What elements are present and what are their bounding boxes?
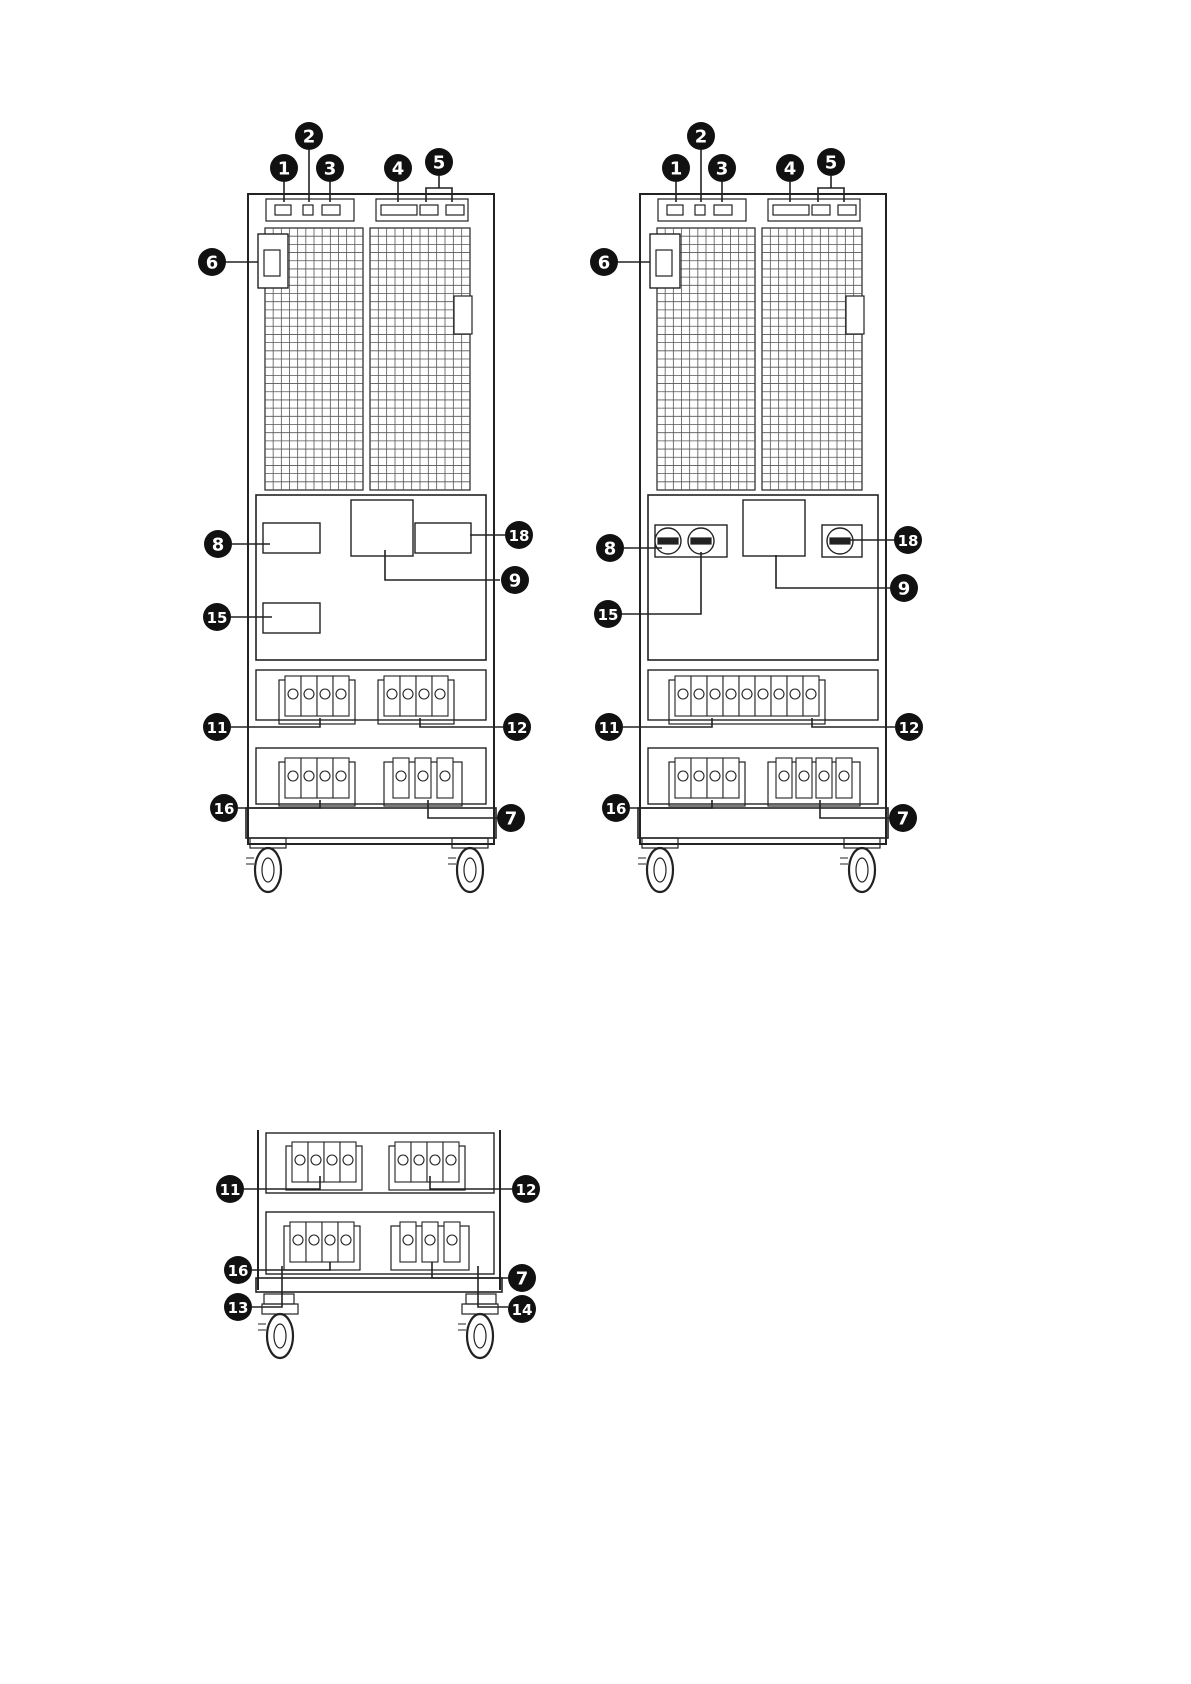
terminal-post xyxy=(723,758,739,798)
switch-handle xyxy=(830,538,850,544)
terminal-block-16 xyxy=(284,1222,360,1270)
terminal-post xyxy=(755,676,771,716)
ventilation-grille xyxy=(762,228,862,490)
callout-number: 3 xyxy=(323,158,337,180)
ground-lug-13 xyxy=(264,1294,294,1304)
terminal-post xyxy=(411,1142,427,1182)
terminal-post xyxy=(816,758,832,798)
callout-15 xyxy=(594,600,622,628)
callout-number: 2 xyxy=(302,126,316,148)
terminal-post xyxy=(675,758,691,798)
switch-15 xyxy=(688,528,714,554)
terminal-post xyxy=(415,758,431,798)
caster-wheel xyxy=(246,838,286,892)
caster-wheel xyxy=(448,838,488,892)
terminal-post xyxy=(739,676,755,716)
terminal-post xyxy=(395,1142,411,1182)
terminal-post xyxy=(787,676,803,716)
port-3 xyxy=(322,205,340,215)
terminal-post xyxy=(437,758,453,798)
slot-6-card xyxy=(656,250,672,276)
callout-2 xyxy=(687,122,715,150)
callout-13 xyxy=(224,1293,252,1321)
callout-number: 9 xyxy=(508,570,522,592)
port-4 xyxy=(381,205,417,215)
callout-16 xyxy=(224,1256,252,1284)
callout-12 xyxy=(503,713,531,741)
callout-7 xyxy=(497,804,525,832)
terminal-post xyxy=(290,1222,306,1262)
terminal-block-16 xyxy=(669,758,745,806)
callout-12 xyxy=(895,713,923,741)
callout-number: 8 xyxy=(211,534,225,556)
wheel xyxy=(267,1314,293,1358)
callout-number: 13 xyxy=(227,1299,249,1317)
callout-number: 18 xyxy=(897,532,919,550)
callout-number: 7 xyxy=(504,808,518,830)
callout-12 xyxy=(512,1175,540,1203)
terminal-post xyxy=(393,758,409,798)
switch-8 xyxy=(655,528,681,554)
terminal-post xyxy=(333,676,349,716)
switch-handle xyxy=(658,538,678,544)
callout-7 xyxy=(889,804,917,832)
callout-number: 5 xyxy=(824,152,838,174)
terminal-post xyxy=(776,758,792,798)
terminal-post xyxy=(301,758,317,798)
terminal-block-7 xyxy=(384,758,462,806)
port-5a xyxy=(420,205,438,215)
callout-number: 16 xyxy=(213,800,235,818)
port-3 xyxy=(714,205,732,215)
handle-slot xyxy=(454,296,472,334)
terminal-block-7 xyxy=(768,758,860,806)
terminal-block-12 xyxy=(378,676,454,724)
callout-number: 4 xyxy=(391,158,405,180)
terminal-post xyxy=(836,758,852,798)
rear-panel-b xyxy=(590,122,923,892)
breaker-18 xyxy=(415,523,471,553)
callout-15 xyxy=(203,603,231,631)
callout-number: 6 xyxy=(205,252,219,274)
terminal-post xyxy=(432,676,448,716)
handle-slot xyxy=(846,296,864,334)
cabinet-base xyxy=(246,808,496,838)
terminal-post xyxy=(340,1142,356,1182)
callout-number: 16 xyxy=(605,800,627,818)
switch-18 xyxy=(827,528,853,554)
callout-number: 11 xyxy=(598,719,620,737)
slot-6-card xyxy=(264,250,280,276)
terminal-post xyxy=(301,676,317,716)
wheel-hub xyxy=(464,858,476,882)
callout-18 xyxy=(505,521,533,549)
terminal-post xyxy=(675,676,691,716)
callout-1 xyxy=(270,154,298,182)
callout-11 xyxy=(203,713,231,741)
terminal-post xyxy=(400,1222,416,1262)
callout-14 xyxy=(508,1295,536,1323)
wheel-hub xyxy=(274,1324,286,1348)
callout-6 xyxy=(590,248,618,276)
caster-wheel xyxy=(840,838,880,892)
callout-number: 15 xyxy=(206,609,228,627)
callout-number: 15 xyxy=(597,606,619,624)
callout-3 xyxy=(708,154,736,182)
callout-4 xyxy=(776,154,804,182)
port-1 xyxy=(275,205,291,215)
port-5a xyxy=(812,205,830,215)
terminal-post xyxy=(422,1222,438,1262)
leader-line xyxy=(478,1266,508,1307)
terminal-post xyxy=(707,676,723,716)
wheel xyxy=(647,848,673,892)
breaker-9 xyxy=(351,500,413,556)
terminal-post xyxy=(338,1222,354,1262)
callout-number: 8 xyxy=(603,538,617,560)
callout-11 xyxy=(216,1175,244,1203)
terminal-block-7 xyxy=(391,1222,469,1270)
terminal-post xyxy=(691,676,707,716)
terminal-post xyxy=(324,1142,340,1182)
callout-16 xyxy=(210,794,238,822)
terminal-block-11 xyxy=(286,1142,362,1190)
callout-number: 11 xyxy=(219,1181,241,1199)
callout-9 xyxy=(501,566,529,594)
breaker-15 xyxy=(263,603,320,633)
terminal-post xyxy=(723,676,739,716)
callout-2 xyxy=(295,122,323,150)
caster-mount xyxy=(462,1304,498,1314)
caster-wheel xyxy=(638,838,678,892)
caster-wheel xyxy=(258,1304,298,1358)
terminal-post xyxy=(796,758,812,798)
callout-16 xyxy=(602,794,630,822)
callout-number: 16 xyxy=(227,1262,249,1280)
terminal-block-11-12 xyxy=(669,676,825,724)
wheel xyxy=(255,848,281,892)
callout-number: 9 xyxy=(897,578,911,600)
callout-number: 12 xyxy=(506,719,528,737)
port-2 xyxy=(303,205,313,215)
terminal-post xyxy=(322,1222,338,1262)
leader-line xyxy=(252,1262,330,1270)
cabinet-base xyxy=(256,1278,502,1292)
port-5b xyxy=(838,205,856,215)
terminal-post xyxy=(384,676,400,716)
terminal-post xyxy=(416,676,432,716)
callout-6 xyxy=(198,248,226,276)
terminal-post xyxy=(306,1222,322,1262)
callout-8 xyxy=(204,530,232,558)
callout-5 xyxy=(425,148,453,176)
port-4 xyxy=(773,205,809,215)
callout-number: 6 xyxy=(597,252,611,274)
callout-5 xyxy=(817,148,845,176)
wheel-hub xyxy=(474,1324,486,1348)
terminal-detail xyxy=(216,1130,540,1358)
wheel xyxy=(849,848,875,892)
callout-number: 5 xyxy=(432,152,446,174)
terminal-post xyxy=(317,676,333,716)
terminal-block-11 xyxy=(279,676,355,724)
terminal-post xyxy=(292,1142,308,1182)
callout-number: 7 xyxy=(515,1268,529,1290)
callout-number: 12 xyxy=(515,1181,537,1199)
callout-number: 3 xyxy=(715,158,729,180)
ventilation-grille xyxy=(370,228,470,490)
terminal-post xyxy=(285,676,301,716)
cabinet-base xyxy=(638,808,888,838)
terminal-post xyxy=(771,676,787,716)
port-2 xyxy=(695,205,705,215)
wheel-hub xyxy=(262,858,274,882)
callout-8 xyxy=(596,534,624,562)
callout-9 xyxy=(890,574,918,602)
breaker-9 xyxy=(743,500,805,556)
port-1 xyxy=(667,205,683,215)
wheel-hub xyxy=(654,858,666,882)
rear-panel-a xyxy=(198,122,533,892)
callout-number: 18 xyxy=(508,527,530,545)
terminal-post xyxy=(691,758,707,798)
callout-number: 1 xyxy=(277,158,291,180)
terminal-post xyxy=(707,758,723,798)
callout-number: 4 xyxy=(783,158,797,180)
port-5b xyxy=(446,205,464,215)
callout-1 xyxy=(662,154,690,182)
callout-4 xyxy=(384,154,412,182)
leader-line xyxy=(776,555,890,588)
callout-number: 7 xyxy=(896,808,910,830)
callout-18 xyxy=(894,526,922,554)
wheel-hub xyxy=(856,858,868,882)
terminal-post xyxy=(308,1142,324,1182)
callout-number: 1 xyxy=(669,158,683,180)
terminal-post xyxy=(443,1142,459,1182)
caster-mount xyxy=(262,1304,298,1314)
callout-number: 11 xyxy=(206,719,228,737)
callout-7 xyxy=(508,1264,536,1292)
ground-lug-14 xyxy=(466,1294,496,1304)
terminal-post xyxy=(444,1222,460,1262)
terminal-block-12 xyxy=(389,1142,465,1190)
callout-number: 12 xyxy=(898,719,920,737)
terminal-post xyxy=(285,758,301,798)
callout-number: 2 xyxy=(694,126,708,148)
caster-wheel xyxy=(458,1304,498,1358)
terminal-post xyxy=(400,676,416,716)
wheel xyxy=(457,848,483,892)
switch-handle xyxy=(691,538,711,544)
breaker-8 xyxy=(263,523,320,553)
terminal-post xyxy=(317,758,333,798)
callout-3 xyxy=(316,154,344,182)
callout-11 xyxy=(595,713,623,741)
wheel xyxy=(467,1314,493,1358)
terminal-post xyxy=(803,676,819,716)
leader-line xyxy=(622,552,701,614)
terminal-post xyxy=(333,758,349,798)
callout-number: 14 xyxy=(511,1301,533,1319)
terminal-block-16 xyxy=(279,758,355,806)
